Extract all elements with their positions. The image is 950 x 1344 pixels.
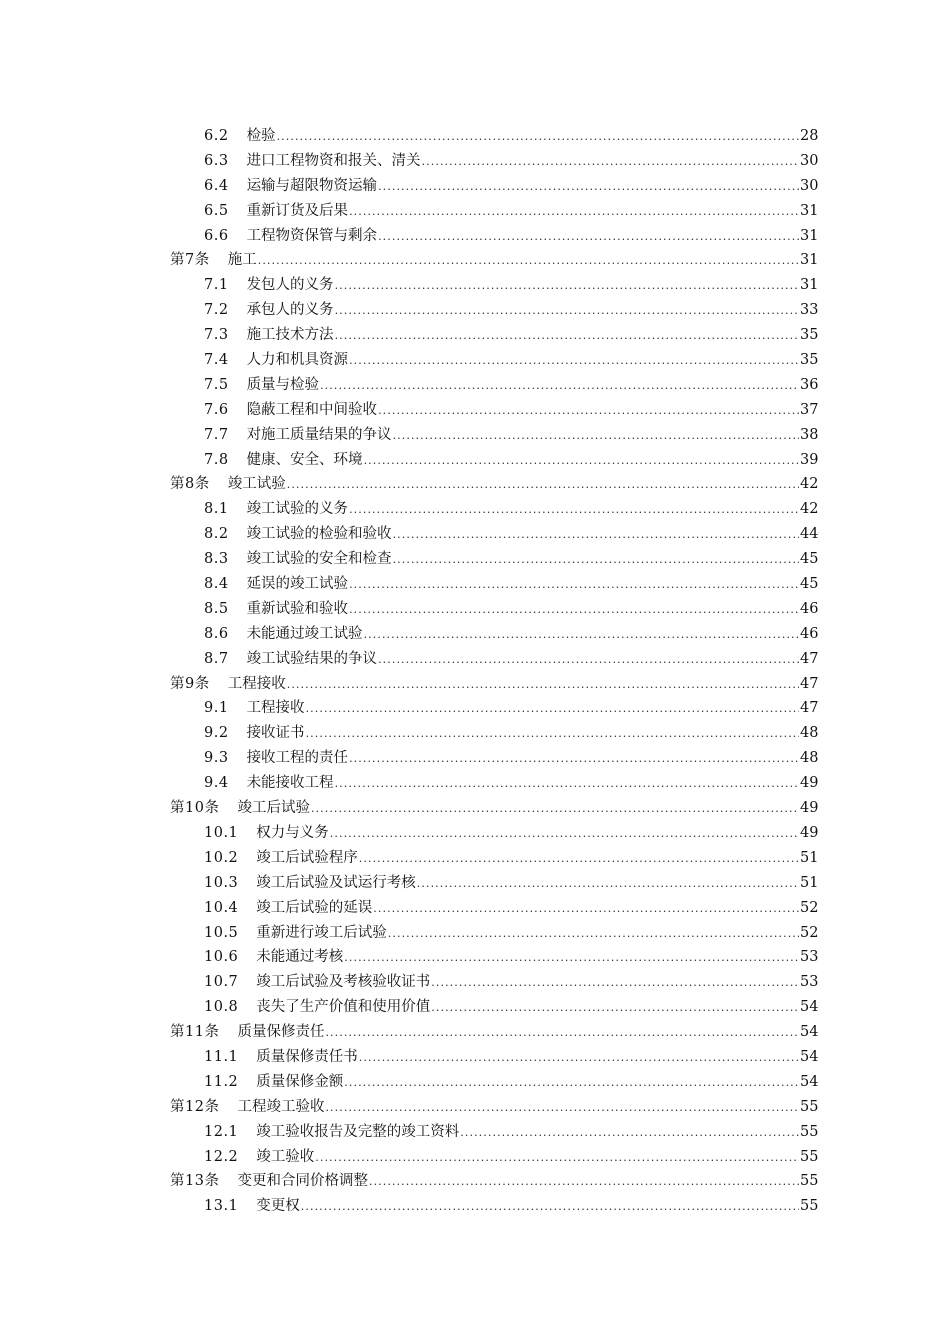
toc-dot-leader	[393, 523, 799, 548]
toc-dot-leader	[320, 374, 799, 399]
toc-entry-number: 8.7	[204, 650, 229, 667]
toc-page-number: 55	[800, 1098, 819, 1115]
toc-dot-leader	[258, 249, 799, 274]
toc-entry-title: 竣工试验	[227, 476, 286, 493]
toc-entry-number: 6.5	[204, 202, 229, 219]
toc-dot-leader	[306, 697, 799, 722]
toc-entry-number: 12.2	[204, 1148, 239, 1165]
toc-entry-title: 质量保修责任书	[256, 1048, 358, 1065]
toc-entry-number: 8.4	[204, 576, 229, 593]
toc-dot-leader	[393, 548, 799, 573]
toc-section-entry[interactable]	[170, 224, 819, 249]
toc-entry-title: 接收工程的责任	[246, 750, 349, 767]
toc-entry-title: 接收证书	[246, 725, 305, 742]
toc-entry-number: 9.4	[204, 775, 229, 792]
toc-section-entry[interactable]	[170, 871, 819, 896]
toc-entry-number: 8.2	[204, 526, 229, 543]
toc-section-entry[interactable]	[170, 1145, 819, 1170]
toc-entry-title: 发包人的义务	[246, 277, 334, 294]
toc-section-entry[interactable]	[170, 1070, 819, 1095]
toc-entry-number: 8.6	[204, 625, 229, 642]
toc-entry-number: 10.2	[204, 849, 239, 866]
toc-page-number: 48	[800, 750, 819, 767]
toc-entry-title: 质量与检验	[246, 376, 320, 393]
toc-entry-number: 第12条	[170, 1098, 220, 1115]
toc-entry-title: 重新进行竣工后试验	[256, 924, 387, 941]
table-of-contents	[170, 124, 819, 1219]
toc-entry-title: 竣工试验的安全和检查	[246, 551, 392, 568]
toc-entry-number: 7.4	[204, 352, 229, 369]
toc-entry-title: 健康、安全、环境	[246, 451, 363, 468]
toc-dot-leader	[349, 747, 799, 772]
toc-section-entry[interactable]	[170, 348, 819, 373]
toc-entry-number: 9.1	[204, 700, 229, 717]
toc-entry-title: 竣工验收报告及完整的竣工资料	[256, 1123, 460, 1140]
toc-dot-leader	[335, 324, 799, 349]
toc-entry-number: 8.3	[204, 551, 229, 568]
toc-page-number: 31	[800, 227, 819, 244]
toc-chapter-entry[interactable]	[170, 672, 819, 697]
toc-entry-title: 竣工后试验及考核验收证书	[256, 974, 431, 991]
toc-section-entry[interactable]	[170, 746, 819, 771]
toc-section-entry[interactable]	[170, 1045, 819, 1070]
toc-section-entry[interactable]	[170, 373, 819, 398]
toc-entry-title: 竣工试验的义务	[246, 501, 349, 518]
toc-chapter-entry[interactable]	[170, 1169, 819, 1194]
toc-entry-title: 运输与超限物资运输	[246, 177, 378, 194]
toc-entry-number: 7.3	[204, 327, 229, 344]
toc-entry-title: 质量保修责任	[237, 1024, 325, 1041]
toc-entry-number: 12.1	[204, 1123, 239, 1140]
toc-page-number: 49	[800, 800, 819, 817]
toc-entry-number: 10.3	[204, 874, 239, 891]
toc-section-entry[interactable]	[170, 497, 819, 522]
toc-section-entry[interactable]	[170, 124, 819, 149]
toc-entry-title: 重新订货及后果	[246, 202, 349, 219]
toc-chapter-entry[interactable]	[170, 248, 819, 273]
toc-page-number: 31	[800, 202, 819, 219]
toc-section-entry[interactable]	[170, 921, 819, 946]
toc-page-number: 35	[800, 352, 819, 369]
toc-dot-leader	[378, 225, 799, 250]
toc-page-number: 46	[800, 600, 819, 617]
toc-page-number: 47	[800, 675, 819, 692]
toc-page-number: 47	[800, 650, 819, 667]
toc-dot-leader	[378, 175, 799, 200]
toc-dot-leader	[378, 399, 799, 424]
toc-dot-leader	[325, 1096, 799, 1121]
toc-dot-leader	[349, 498, 799, 523]
toc-page-number: 42	[800, 501, 819, 518]
toc-page-number: 44	[800, 526, 819, 543]
toc-section-entry[interactable]	[170, 846, 819, 871]
toc-entry-number: 6.4	[204, 177, 229, 194]
toc-entry-title: 变更权	[256, 1198, 300, 1215]
toc-page-number: 52	[800, 924, 819, 941]
toc-section-entry[interactable]	[170, 522, 819, 547]
toc-dot-leader	[460, 1121, 799, 1146]
toc-entry-title: 工程竣工验收	[237, 1098, 325, 1115]
toc-page-number: 51	[800, 849, 819, 866]
toc-entry-title: 权力与义务	[256, 824, 329, 841]
toc-entry-title: 检验	[246, 128, 276, 144]
toc-section-entry[interactable]	[170, 298, 819, 323]
toc-entry-title: 进口工程物资和报关、清关	[246, 152, 421, 169]
toc-dot-leader	[301, 1195, 799, 1220]
toc-entry-title: 竣工后试验程序	[256, 849, 358, 866]
toc-dot-leader	[369, 1170, 799, 1195]
toc-entry-title: 人力和机具资源	[246, 352, 349, 369]
toc-page-number: 33	[800, 302, 819, 319]
toc-section-entry[interactable]	[170, 771, 819, 796]
toc-entry-title: 工程接收	[227, 675, 286, 692]
toc-entry-title: 工程物资保管与剩余	[246, 227, 378, 244]
toc-entry-number: 7.6	[204, 401, 229, 418]
toc-page-number: 31	[800, 277, 819, 294]
toc-entry-title: 施工技术方法	[246, 327, 334, 344]
toc-dot-leader	[335, 299, 799, 324]
toc-page-number: 53	[800, 949, 819, 966]
toc-entry-title: 未能通过考核	[256, 949, 344, 966]
toc-entry-title: 施工	[227, 252, 257, 269]
toc-entry-title: 竣工后试验的延误	[256, 899, 373, 916]
toc-entry-number: 10.1	[204, 824, 239, 841]
toc-dot-leader	[378, 648, 799, 673]
toc-section-entry[interactable]	[170, 398, 819, 423]
toc-section-entry[interactable]	[170, 622, 819, 647]
toc-dot-leader	[393, 424, 799, 449]
toc-entry-title: 质量保修金额	[256, 1073, 344, 1090]
toc-dot-leader	[422, 150, 799, 175]
toc-section-entry[interactable]	[170, 896, 819, 921]
toc-entry-number: 6.3	[204, 152, 229, 169]
toc-entry-number: 第13条	[170, 1173, 220, 1190]
toc-dot-leader	[277, 125, 799, 150]
toc-section-entry[interactable]	[170, 323, 819, 348]
toc-section-entry[interactable]	[170, 821, 819, 846]
toc-entry-number: 10.6	[204, 949, 239, 966]
toc-entry-number: 7.1	[204, 277, 229, 294]
toc-dot-leader	[349, 200, 799, 225]
toc-entry-number: 11.1	[204, 1048, 239, 1065]
toc-page-number: 45	[800, 576, 819, 593]
toc-dot-leader	[287, 473, 799, 498]
toc-entry-number: 7.8	[204, 451, 229, 468]
toc-page-number: 52	[800, 899, 819, 916]
toc-page-number: 37	[800, 401, 819, 418]
toc-entry-number: 第9条	[170, 675, 210, 692]
toc-section-entry[interactable]	[170, 149, 819, 174]
toc-dot-leader	[431, 996, 799, 1021]
toc-dot-leader	[349, 573, 799, 598]
toc-section-entry[interactable]	[170, 1120, 819, 1145]
toc-section-entry[interactable]	[170, 945, 819, 970]
toc-section-entry[interactable]	[170, 199, 819, 224]
toc-page-number: 45	[800, 551, 819, 568]
toc-entry-number: 第11条	[170, 1024, 220, 1041]
toc-entry-title: 对施工质量结果的争议	[246, 426, 392, 443]
toc-entry-title: 竣工试验结果的争议	[246, 650, 378, 667]
toc-dot-leader	[325, 1021, 799, 1046]
toc-page-number: 39	[800, 451, 819, 468]
toc-entry-title: 未能通过竣工试验	[246, 625, 363, 642]
toc-section-entry[interactable]	[170, 721, 819, 746]
toc-dot-leader	[335, 274, 799, 299]
toc-entry-number: 第10条	[170, 800, 220, 817]
toc-page-number: 46	[800, 625, 819, 642]
toc-page-number: 54	[800, 999, 819, 1016]
toc-entry-title: 重新试验和验收	[246, 600, 349, 617]
toc-dot-leader	[335, 772, 799, 797]
toc-chapter-entry[interactable]	[170, 796, 819, 821]
toc-dot-leader	[431, 971, 799, 996]
toc-page-number: 48	[800, 725, 819, 742]
toc-dot-leader	[349, 598, 799, 623]
toc-dot-leader	[388, 922, 799, 947]
toc-page-number: 36	[800, 376, 819, 393]
toc-page-number: 35	[800, 327, 819, 344]
toc-page-number: 54	[800, 1024, 819, 1041]
toc-dot-leader	[311, 797, 799, 822]
toc-dot-leader	[359, 1046, 799, 1071]
toc-entry-title: 竣工验收	[256, 1148, 315, 1165]
toc-dot-leader	[364, 449, 799, 474]
toc-entry-title: 工程接收	[246, 700, 305, 717]
toc-entry-number: 8.1	[204, 501, 229, 518]
toc-entry-title: 未能接收工程	[246, 775, 334, 792]
toc-entry-title: 承包人的义务	[246, 302, 334, 319]
toc-page-number: 54	[800, 1048, 819, 1065]
toc-section-entry[interactable]	[170, 572, 819, 597]
toc-dot-leader	[359, 847, 799, 872]
toc-entry-title: 延误的竣工试验	[246, 576, 349, 593]
toc-chapter-entry[interactable]	[170, 1020, 819, 1045]
toc-dot-leader	[373, 897, 799, 922]
toc-entry-number: 6.2	[204, 128, 229, 144]
toc-dot-leader	[344, 946, 799, 971]
toc-entry-number: 10.5	[204, 924, 239, 941]
toc-dot-leader	[306, 722, 799, 747]
toc-entry-number: 10.8	[204, 999, 239, 1016]
toc-entry-number: 6.6	[204, 227, 229, 244]
toc-page-number: 31	[800, 252, 819, 269]
toc-entry-title: 竣工后试验及试运行考核	[256, 874, 416, 891]
toc-page-number: 49	[800, 775, 819, 792]
toc-section-entry[interactable]	[170, 423, 819, 448]
toc-entry-title: 丧失了生产价值和使用价值	[256, 999, 431, 1016]
toc-section-entry[interactable]	[170, 448, 819, 473]
toc-page-number: 55	[800, 1173, 819, 1190]
toc-chapter-entry[interactable]	[170, 1095, 819, 1120]
toc-section-entry[interactable]	[170, 1194, 819, 1219]
toc-entry-number: 9.3	[204, 750, 229, 767]
toc-page-number: 47	[800, 700, 819, 717]
toc-section-entry[interactable]	[170, 696, 819, 721]
toc-page-number: 49	[800, 824, 819, 841]
toc-entry-number: 第8条	[170, 476, 210, 493]
toc-entry-title: 隐蔽工程和中间验收	[246, 401, 378, 418]
toc-entry-title: 竣工试验的检验和验收	[246, 526, 392, 543]
toc-dot-leader	[287, 673, 799, 698]
toc-page-number: 55	[800, 1198, 819, 1215]
toc-page-number: 38	[800, 426, 819, 443]
toc-entry-number: 13.1	[204, 1198, 239, 1215]
toc-section-entry[interactable]	[170, 995, 819, 1020]
toc-entry-number: 10.4	[204, 899, 239, 916]
toc-entry-number: 11.2	[204, 1073, 239, 1090]
toc-page-number: 30	[800, 152, 819, 169]
toc-entry-number: 9.2	[204, 725, 229, 742]
toc-entry-title: 变更和合同价格调整	[237, 1173, 368, 1190]
toc-dot-leader	[344, 1071, 799, 1096]
toc-entry-number: 10.7	[204, 974, 239, 991]
toc-dot-leader	[364, 623, 799, 648]
toc-entry-number: 7.2	[204, 302, 229, 319]
toc-page-number: 55	[800, 1148, 819, 1165]
toc-dot-leader	[417, 872, 799, 897]
toc-section-entry[interactable]	[170, 273, 819, 298]
toc-page-number: 55	[800, 1123, 819, 1140]
toc-entry-number: 7.5	[204, 376, 229, 393]
toc-page-number: 42	[800, 476, 819, 493]
toc-entry-number: 7.7	[204, 426, 229, 443]
toc-section-entry[interactable]	[170, 547, 819, 572]
toc-section-entry[interactable]	[170, 970, 819, 995]
toc-page-number: 53	[800, 974, 819, 991]
toc-entry-number: 8.5	[204, 600, 229, 617]
toc-page-number: 54	[800, 1073, 819, 1090]
toc-dot-leader	[330, 822, 799, 847]
toc-dot-leader	[315, 1146, 799, 1171]
toc-page-number: 51	[800, 874, 819, 891]
toc-section-entry[interactable]	[170, 597, 819, 622]
toc-section-entry[interactable]	[170, 174, 819, 199]
toc-entry-number: 第7条	[170, 252, 210, 269]
toc-page-number: 28	[800, 128, 819, 144]
toc-chapter-entry[interactable]	[170, 472, 819, 497]
toc-section-entry[interactable]	[170, 647, 819, 672]
toc-entry-title: 竣工后试验	[237, 800, 310, 817]
toc-dot-leader	[349, 349, 799, 374]
toc-page-number: 30	[800, 177, 819, 194]
